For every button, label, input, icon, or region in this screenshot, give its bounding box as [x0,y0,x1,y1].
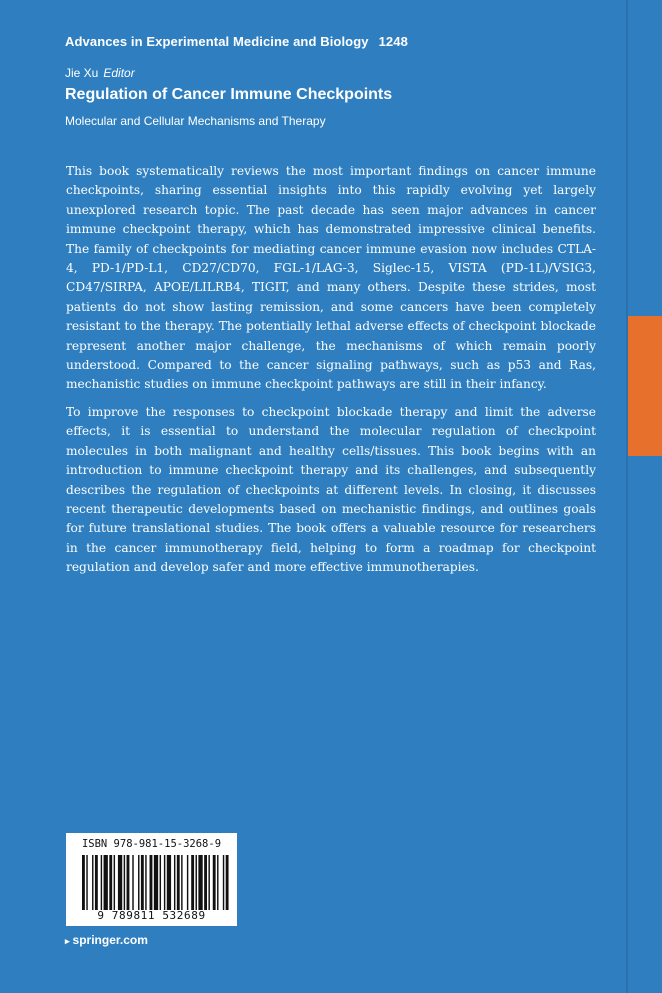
blurb-paragraph: To improve the responses to checkpoint blockade therapy and limit the adverse effects, it is essential to understand the molecular regulation of checkpoint molecules in both malignant and healthy cells/tissues. This book begins with an introduction to immune checkpoint therapy and its challenges, and subsequently describes the regulation of checkpoints at different levels. In closing, it discusses recent therapeutic developments based on mechanistic findings, and outlines goals for future translational studies. The book offers a valuable resource for researchers in the cancer immunotherapy field, helping to form a roadmap for checkpoint regulation and develop safer and more effective immunotherapies. [66,404,596,575]
series-line [65,34,408,49]
blurb-paragraph: This book systematically reviews the most important findings on cancer immune checkpoints, sharing essential insights into this rapidly evolving yet largely unexplored research topic. The past decade has seen major advances in cancer immune checkpoint therapy, which has demonstrated impressive clinical benefits. The family of checkpoints for mediating cancer immune evasion now includes CTLA-4, PD-1/PD-L1, CD27/CD70, FGL-1/LAG-3, Siglec-15, VISTA (PD-1L)/VSIG3, CD47/SIRPA, APOE/LILRB4, TIGIT, and many others. Despite these strides, most patients do not show lasting remission, and some cancers have been completely resistant to the therapy. The potentially lethal adverse effects of checkpoint blockade represent another major challenge, the mechanisms of which remain poorly understood. Compared to the cancer signaling pathways, such as p53 and Ras, mechanistic studies on immune checkpoint pathways are still in their infancy. [66,164,596,392]
spine-edge [626,0,628,993]
series-name: Advances in Experimental Medicine and Biology [65,34,369,49]
series-volume: 1248 [378,34,408,49]
isbn-barcode-box [66,833,237,926]
editor-line [65,66,135,80]
barcode-image [82,855,230,910]
book-subtitle: Molecular and Cellular Mechanisms and Therapy [65,114,326,128]
accent-tab [628,316,662,456]
publisher-link[interactable] [65,933,148,947]
isbn-label: ISBN 978-981-15-3268-9 [81,838,222,850]
editor-name: Jie Xu [65,66,99,80]
publisher-url: springer.com [72,933,148,947]
barcode-digits: 9 789811 532689 [97,909,206,922]
book-title: Regulation of Cancer Immune Checkpoints [65,86,393,103]
arrow-icon: ▸ [65,936,70,946]
editor-role: Editor [103,66,135,80]
blurb [66,162,596,586]
